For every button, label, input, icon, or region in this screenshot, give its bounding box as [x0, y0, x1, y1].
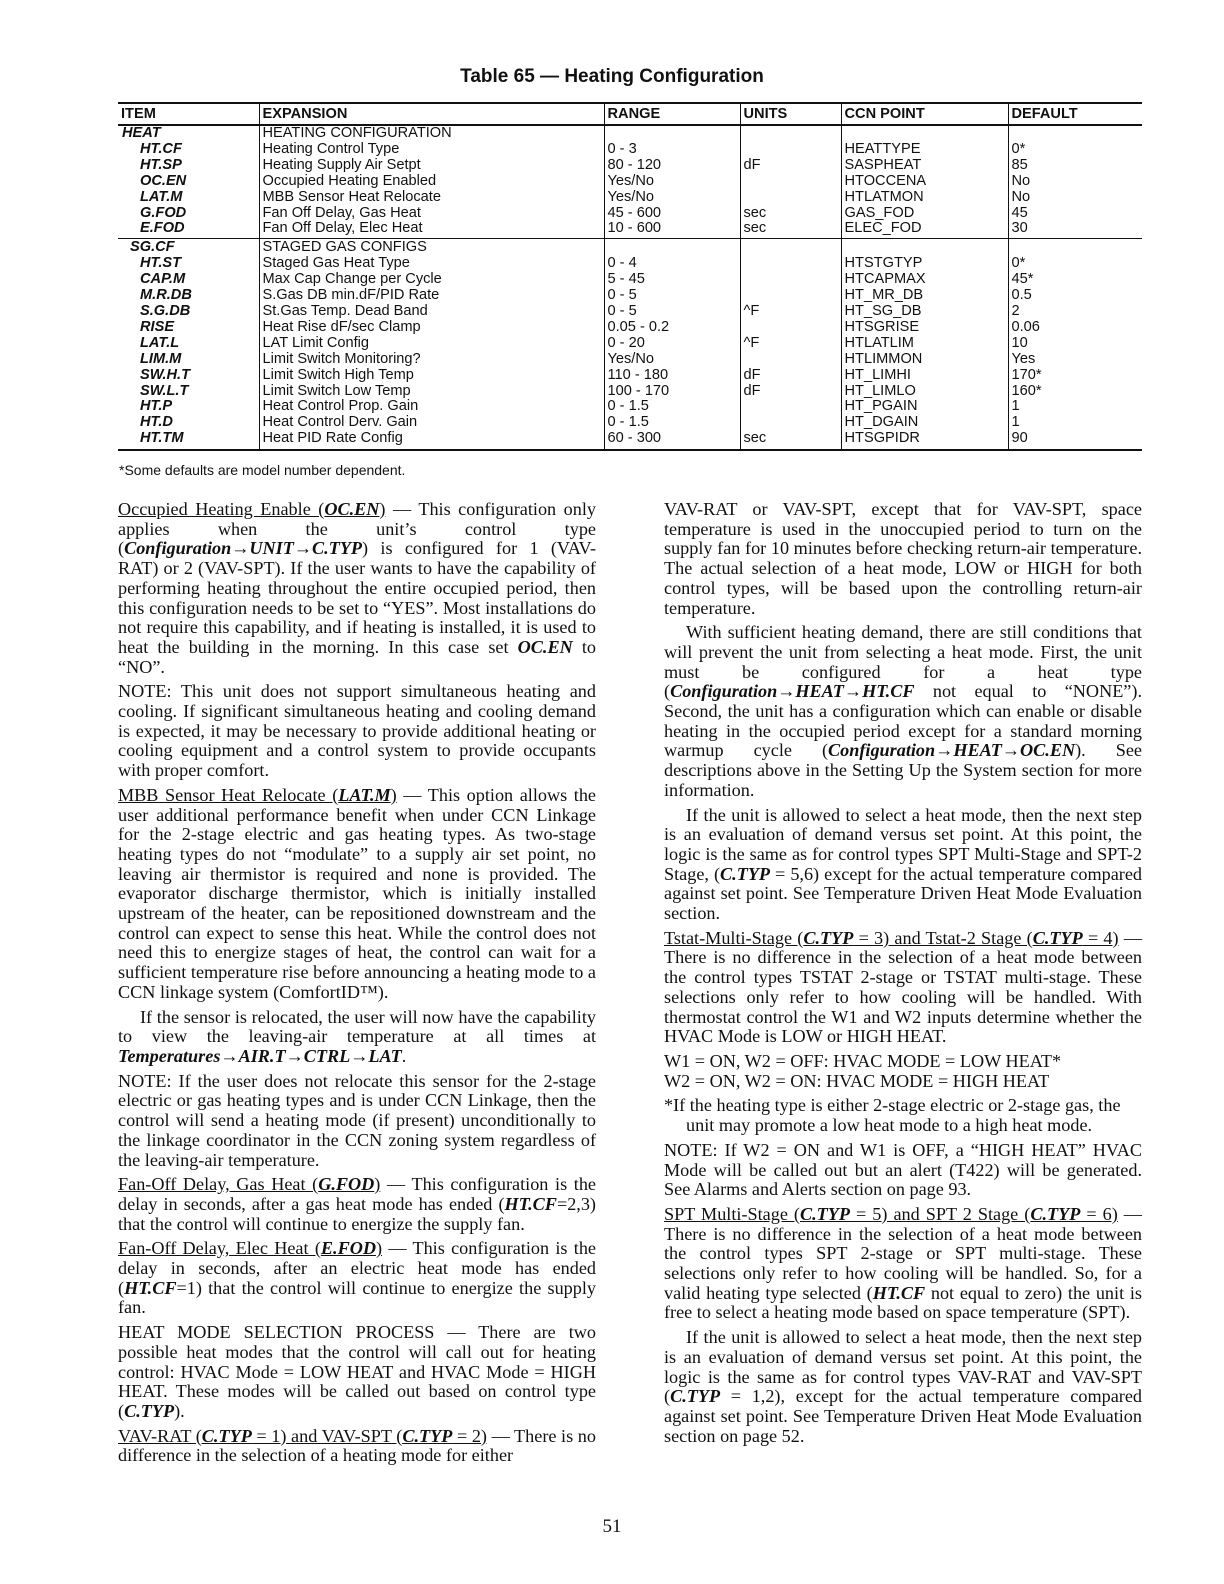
paragraph-vav-continued: VAV-RAT or VAV-SPT, except that for VAV-SPT, space temperature is used in the unoccupied period to turn on the supply fan for 10 minutes before checking return-air temperature. The actual selection of a heat mode, LOW or HIGH for both control types, will be based upon the controlling return-air temperature.: [664, 499, 1142, 618]
mode-line-high-heat: W2 = ON, W2 = ON: HVAC MODE = HIGH HEAT: [664, 1070, 1050, 1091]
item-cell: CAP.M: [140, 272, 186, 288]
ccn-cell: HTSTGTYP: [841, 256, 1008, 272]
expansion-cell: St.Gas Temp. Dead Band: [259, 304, 604, 320]
section-heading: MBB Sensor Heat Relocate (LAT.M): [118, 784, 397, 805]
units-cell: [740, 125, 841, 142]
item-cell: HT.SP: [140, 157, 182, 173]
section-heading: Occupied Heating Enable (OC.EN): [118, 499, 386, 519]
range-cell: Yes/No: [604, 352, 740, 368]
range-cell: 45 - 600: [604, 206, 740, 222]
range-cell: 10 - 600: [604, 221, 740, 238]
table-row: [118, 368, 1142, 384]
table-row: [118, 352, 1142, 368]
units-cell: ^F: [740, 336, 841, 352]
default-cell: 170*: [1008, 368, 1142, 384]
default-cell: No: [1008, 174, 1142, 190]
table-header-row: [118, 103, 1142, 125]
expansion-cell: Heating Supply Air Setpt: [259, 158, 604, 174]
range-cell: 5 - 45: [604, 272, 740, 288]
default-cell: 1: [1008, 415, 1142, 431]
paragraph-demand-evaluation-vav: If the unit is allowed to select a heat mode, then the next step is an evaluation of demand versus set point. At this point, the logic is the same as for control types VAV-RAT and VAV-SPT (C.TYP = 1,2), except for the actual temperature compared against set point. See Temperature Driven Heat Mode Evaluation section on page 52.: [664, 1327, 1142, 1446]
range-cell: Yes/No: [604, 190, 740, 206]
default-cell: No: [1008, 190, 1142, 206]
ccn-cell: HTLATLIM: [841, 336, 1008, 352]
table-row: [118, 190, 1142, 206]
item-cell: HT.D: [140, 415, 173, 431]
units-cell: sec: [740, 206, 841, 222]
range-cell: 0 - 4: [604, 256, 740, 272]
expansion-cell: Limit Switch Low Temp: [259, 384, 604, 400]
menu-path: Configuration→UNIT→C.TYP: [124, 538, 363, 559]
section-heading: SPT Multi-Stage (C.TYP = 5) and SPT 2 Stage (C.TYP = 6): [664, 1203, 1118, 1224]
item-cell: LIM.M: [140, 351, 182, 367]
expansion-cell: Occupied Heating Enabled: [259, 174, 604, 190]
ccn-cell: HTSGPIDR: [841, 431, 1008, 450]
table-row: [118, 174, 1142, 190]
paragraph-fan-off-delay-elec: Fan-Off Delay, Elec Heat (E.FOD) — This configuration is the delay in seconds, after an electric heat mode has ended (HT.CF=1) that the control will continue to energize the supply fan.: [118, 1238, 596, 1318]
table-row: [118, 158, 1142, 174]
ccn-cell: HTSGRISE: [841, 320, 1008, 336]
ccn-cell: HT_LIMHI: [841, 368, 1008, 384]
ccn-cell: SASPHEAT: [841, 158, 1008, 174]
ccn-cell: HT_LIMLO: [841, 384, 1008, 400]
ccn-cell: ELEC_FOD: [841, 221, 1008, 238]
units-cell: [740, 288, 841, 304]
default-cell: 0*: [1008, 256, 1142, 272]
footnote-heating-type: *If the heating type is either 2-stage electric or 2-stage gas, the unit may promote a low heat mode to a high heat mode.: [664, 1095, 1121, 1136]
ccn-cell: GAS_FOD: [841, 206, 1008, 222]
table-footnote: *Some defaults are model number dependent.: [119, 462, 406, 478]
expansion-cell: LAT Limit Config: [259, 336, 604, 352]
note-w2-on: NOTE: If W2 = ON and W1 is OFF, a “HIGH HEAT” HVAC Mode will be called out but an alert (T422) will be generated. See Alarms and Alerts section on page 93.: [664, 1139, 1142, 1200]
range-cell: Yes/No: [604, 174, 740, 190]
col-header-expansion: EXPANSION: [259, 103, 604, 125]
ccn-cell: HT_PGAIN: [841, 399, 1008, 415]
paragraph-fan-off-delay-gas: Fan-Off Delay, Gas Heat (G.FOD) — This configuration is the delay in seconds, after a gas heat mode has ended (HT.CF=2,3) that the control will continue to energize the supply fan.: [118, 1174, 596, 1234]
table-body: [118, 125, 1142, 450]
table-title: Table 65 — Heating Configuration: [460, 66, 764, 87]
table-row: [118, 125, 1142, 142]
expansion-cell: Heating Control Type: [259, 142, 604, 158]
table-row: [118, 431, 1142, 450]
units-cell: sec: [740, 221, 841, 238]
section-heading: Tstat-Multi-Stage (C.TYP = 3) and Tstat-2 Stage (C.TYP = 4): [664, 927, 1119, 948]
range-cell: 80 - 120: [604, 158, 740, 174]
paragraph-spt-stages: SPT Multi-Stage (C.TYP = 5) and SPT 2 Stage (C.TYP = 6) — There is no difference in the selection of a heat mode between the control types SPT 2-stage or SPT multi-stage. These selections only refer to how cooling will be handled. So, for a valid heating type selected (HT.CF not equal to zero) the unit is free to select a heating mode based on space temperature (SPT).: [664, 1203, 1142, 1323]
expansion-cell: Fan Off Delay, Elec Heat: [259, 221, 604, 238]
default-cell: 45*: [1008, 272, 1142, 288]
default-cell: 0*: [1008, 142, 1142, 158]
table-row: [118, 142, 1142, 158]
range-cell: 0 - 3: [604, 142, 740, 158]
ccn-cell: HT_SG_DB: [841, 304, 1008, 320]
ccn-cell: HTLATMON: [841, 190, 1008, 206]
units-cell: [740, 272, 841, 288]
menu-path: Configuration→HEAT→OC.EN: [828, 740, 1076, 761]
menu-path: Temperatures→AIR.T→CTRL→LAT: [118, 1045, 402, 1066]
range-cell: 0 - 1.5: [604, 415, 740, 431]
paragraph-tstat-stages: Tstat-Multi-Stage (C.TYP = 3) and Tstat-2 Stage (C.TYP = 4) — There is no difference in the selection of a heat mode between the control types TSTAT 2-stage or TSTAT multi-stage. These selections only refer to how cooling will be handled. With thermostat control the W1 and W2 inputs determine whether the HVAC Mode is LOW or HIGH HEAT.: [664, 927, 1142, 1047]
item-cell: HT.CF: [140, 141, 182, 157]
range-cell: [604, 239, 740, 256]
expansion-cell: Limit Switch Monitoring?: [259, 352, 604, 368]
paragraph-heat-mode-selection: HEAT MODE SELECTION PROCESS — There are two possible heat modes that the control will call out for heating control: HVAC Mode = LOW HEAT and HVAC Mode = HIGH HEAT. These modes will be called out based on control type (C.TYP).: [118, 1322, 596, 1421]
range-cell: 0 - 20: [604, 336, 740, 352]
units-cell: sec: [740, 431, 841, 450]
units-cell: dF: [740, 368, 841, 384]
default-cell: [1008, 125, 1142, 142]
expansion-cell: MBB Sensor Heat Relocate: [259, 190, 604, 206]
table-row: [118, 320, 1142, 336]
page-number: 51: [602, 1516, 622, 1537]
default-cell: [1008, 239, 1142, 256]
paragraph-sufficient-demand: With sufficient heating demand, there are still conditions that will prevent the unit from selecting a heat mode. First, the unit must be configured for a heat type (Configuration→HEAT→HT.CF not equal to “NONE”). Second, the unit has a configuration which can enable or disable heating in the occupied period except for a standard morning warmup cycle (Configuration→HEAT→OC.EN). See descriptions above in the Setting Up the System section for more information.: [664, 622, 1142, 800]
range-cell: 0 - 5: [604, 304, 740, 320]
item-cell: RISE: [140, 319, 175, 335]
item-cell: HT.P: [140, 399, 173, 415]
table-row: [118, 384, 1142, 400]
expansion-cell: Max Cap Change per Cycle: [259, 272, 604, 288]
item-cell: G.FOD: [140, 205, 187, 221]
default-cell: 0.5: [1008, 288, 1142, 304]
ccn-cell: [841, 239, 1008, 256]
range-cell: 0 - 1.5: [604, 399, 740, 415]
table-row: [118, 304, 1142, 320]
ccn-cell: HT_DGAIN: [841, 415, 1008, 431]
paragraph-demand-evaluation: If the unit is allowed to select a heat mode, then the next step is an evaluation of demand versus set point. At this point, the logic is the same as for control types SPT Multi-Stage and SPT-2 Stage, (C.TYP = 5,6) except for the actual temperature compared against set point. See Temperature Driven Heat Mode Evaluation section.: [664, 804, 1142, 924]
section-heading: Fan-Off Delay, Elec Heat (E.FOD): [118, 1238, 383, 1259]
range-cell: 60 - 300: [604, 431, 740, 450]
table-row: [118, 336, 1142, 352]
right-text-column: [664, 500, 1142, 1451]
default-cell: 30: [1008, 221, 1142, 238]
paragraph-sensor-relocated: If the sensor is relocated, the user will now have the capability to view the leaving-air temperature at all times at Temperatures→AIR.T→CTRL→LAT.: [118, 1006, 596, 1066]
units-cell: [740, 320, 841, 336]
units-cell: ^F: [740, 304, 841, 320]
heating-configuration-table: [118, 102, 1142, 451]
expansion-cell: Limit Switch High Temp: [259, 368, 604, 384]
paragraph-mbb-sensor-relocate: MBB Sensor Heat Relocate (LAT.M) — This option allows the user additional performance benefit when under CCN Linkage for the 2-stage electric and gas heating types. As two-stage heating types do not “modulate” to a supply air set point, no leaving air thermistor is required and none is provided. The evaporator discharge thermistor, which is initially installed upstream of the heater, can be repositioned downstream and the control can expect to sense this heat. While the control does not need this to energize stages of heat, the control can wait for a sufficient temperature rise before announcing a heating mode to a CCN linkage system (ComfortID™).: [118, 784, 596, 1002]
units-cell: [740, 256, 841, 272]
ccn-cell: HT_MR_DB: [841, 288, 1008, 304]
table-row: [118, 221, 1142, 238]
item-cell: E.FOD: [118, 221, 259, 238]
ccn-cell: HTLIMMON: [841, 352, 1008, 368]
paragraph-vav-rat-vav-spt: VAV-RAT (C.TYP = 1) and VAV-SPT (C.TYP = 2) — There is no difference in the selection of a heating mode for either: [118, 1425, 596, 1466]
units-cell: dF: [740, 384, 841, 400]
ccn-cell: HEATTYPE: [841, 142, 1008, 158]
default-cell: 10: [1008, 336, 1142, 352]
default-cell: 1: [1008, 399, 1142, 415]
ccn-cell: [841, 125, 1008, 142]
default-cell: Yes: [1008, 352, 1142, 368]
expansion-cell: Heat PID Rate Config: [259, 431, 604, 450]
range-cell: 0.05 - 0.2: [604, 320, 740, 336]
units-cell: [740, 239, 841, 256]
item-cell: M.R.DB: [140, 288, 192, 304]
col-header-ccn-point: CCN POINT: [841, 103, 1008, 125]
item-cell: HT.ST: [140, 256, 182, 272]
ccn-cell: HTCAPMAX: [841, 272, 1008, 288]
item-cell: SW.L.T: [140, 383, 189, 399]
expansion-cell: S.Gas DB min.dF/PID Rate: [259, 288, 604, 304]
table-row: [118, 256, 1142, 272]
default-cell: 2: [1008, 304, 1142, 320]
expansion-cell: Heat Rise dF/sec Clamp: [259, 320, 604, 336]
col-header-range: RANGE: [604, 103, 740, 125]
table-row: [118, 399, 1142, 415]
default-cell: 45: [1008, 206, 1142, 222]
default-cell: 0.06: [1008, 320, 1142, 336]
item-cell: LAT.L: [140, 335, 180, 351]
table-row: [118, 206, 1142, 222]
units-cell: [740, 399, 841, 415]
item-cell: LAT.M: [140, 189, 183, 205]
range-cell: 0 - 5: [604, 288, 740, 304]
default-cell: 90: [1008, 431, 1142, 450]
menu-path: Configuration→HEAT→HT.CF: [670, 681, 915, 702]
default-cell: 85: [1008, 158, 1142, 174]
col-header-units: UNITS: [740, 103, 841, 125]
table-row: [118, 239, 1142, 256]
table-row: [118, 415, 1142, 431]
expansion-cell: HEATING CONFIGURATION: [259, 125, 604, 142]
table-row: [118, 272, 1142, 288]
ccn-cell: HTOCCENA: [841, 174, 1008, 190]
item-cell: HT.TM: [118, 431, 259, 450]
expansion-cell: Staged Gas Heat Type: [259, 256, 604, 272]
range-cell: 100 - 170: [604, 384, 740, 400]
note-sensor-not-relocated: NOTE: If the user does not relocate this sensor for the 2-stage electric or gas heating types and is under CCN Linkage, then the control will send a heating mode (if present) unconditionally to the linkage coordinator in the CCN zoning system regardless of the leaving-air temperature.: [118, 1070, 596, 1170]
item-cell: SG.CF: [130, 239, 175, 256]
expansion-cell: Fan Off Delay, Gas Heat: [259, 206, 604, 222]
expansion-cell: Heat Control Derv. Gain: [259, 415, 604, 431]
item-cell: SW.H.T: [140, 367, 190, 383]
units-cell: [740, 352, 841, 368]
note-simultaneous-heating: NOTE: This unit does not support simultaneous heating and cooling. If significant simultaneous heating and cooling demand is expected, it may be necessary to provide additional heating or cooling equipment and a control system to provide occupants with proper comfort.: [118, 681, 596, 781]
expansion-cell: STAGED GAS CONFIGS: [259, 239, 604, 256]
col-header-default: DEFAULT: [1008, 103, 1142, 125]
units-cell: [740, 142, 841, 158]
table-row: [118, 288, 1142, 304]
units-cell: [740, 174, 841, 190]
section-heading: Fan-Off Delay, Gas Heat (G.FOD): [118, 1174, 381, 1195]
col-header-item: ITEM: [118, 103, 259, 125]
left-text-column: [118, 500, 596, 1471]
item-cell: S.G.DB: [140, 303, 191, 319]
item-cell: OC.EN: [140, 173, 187, 189]
units-cell: [740, 190, 841, 206]
expansion-cell: Heat Control Prop. Gain: [259, 399, 604, 415]
default-cell: 160*: [1008, 384, 1142, 400]
paragraph-occupied-heating-enable: Occupied Heating Enable (OC.EN) — This configuration only applies when the unit’s control type (Configuration→UNIT→C.TYP) is configured for 1 (VAV-RAT) or 2 (VAV-SPT). If the user wants to have the capability of performing heating throughout the entire occupied period, then this configuration needs to be set to “YES”. Most installations do not require this capability, and if heating is installed, it is used to heat the building in the morning. In this case set OC.EN to “NO”.: [118, 499, 596, 677]
range-cell: [604, 125, 740, 142]
units-cell: [740, 415, 841, 431]
section-heading: VAV-RAT (C.TYP = 1) and VAV-SPT (C.TYP = 2): [118, 1425, 487, 1446]
units-cell: dF: [740, 158, 841, 174]
range-cell: 110 - 180: [604, 368, 740, 384]
mode-line-low-heat: W1 = ON, W2 = OFF: HVAC MODE = LOW HEAT*: [664, 1050, 1062, 1071]
item-cell: HEAT: [122, 125, 161, 141]
